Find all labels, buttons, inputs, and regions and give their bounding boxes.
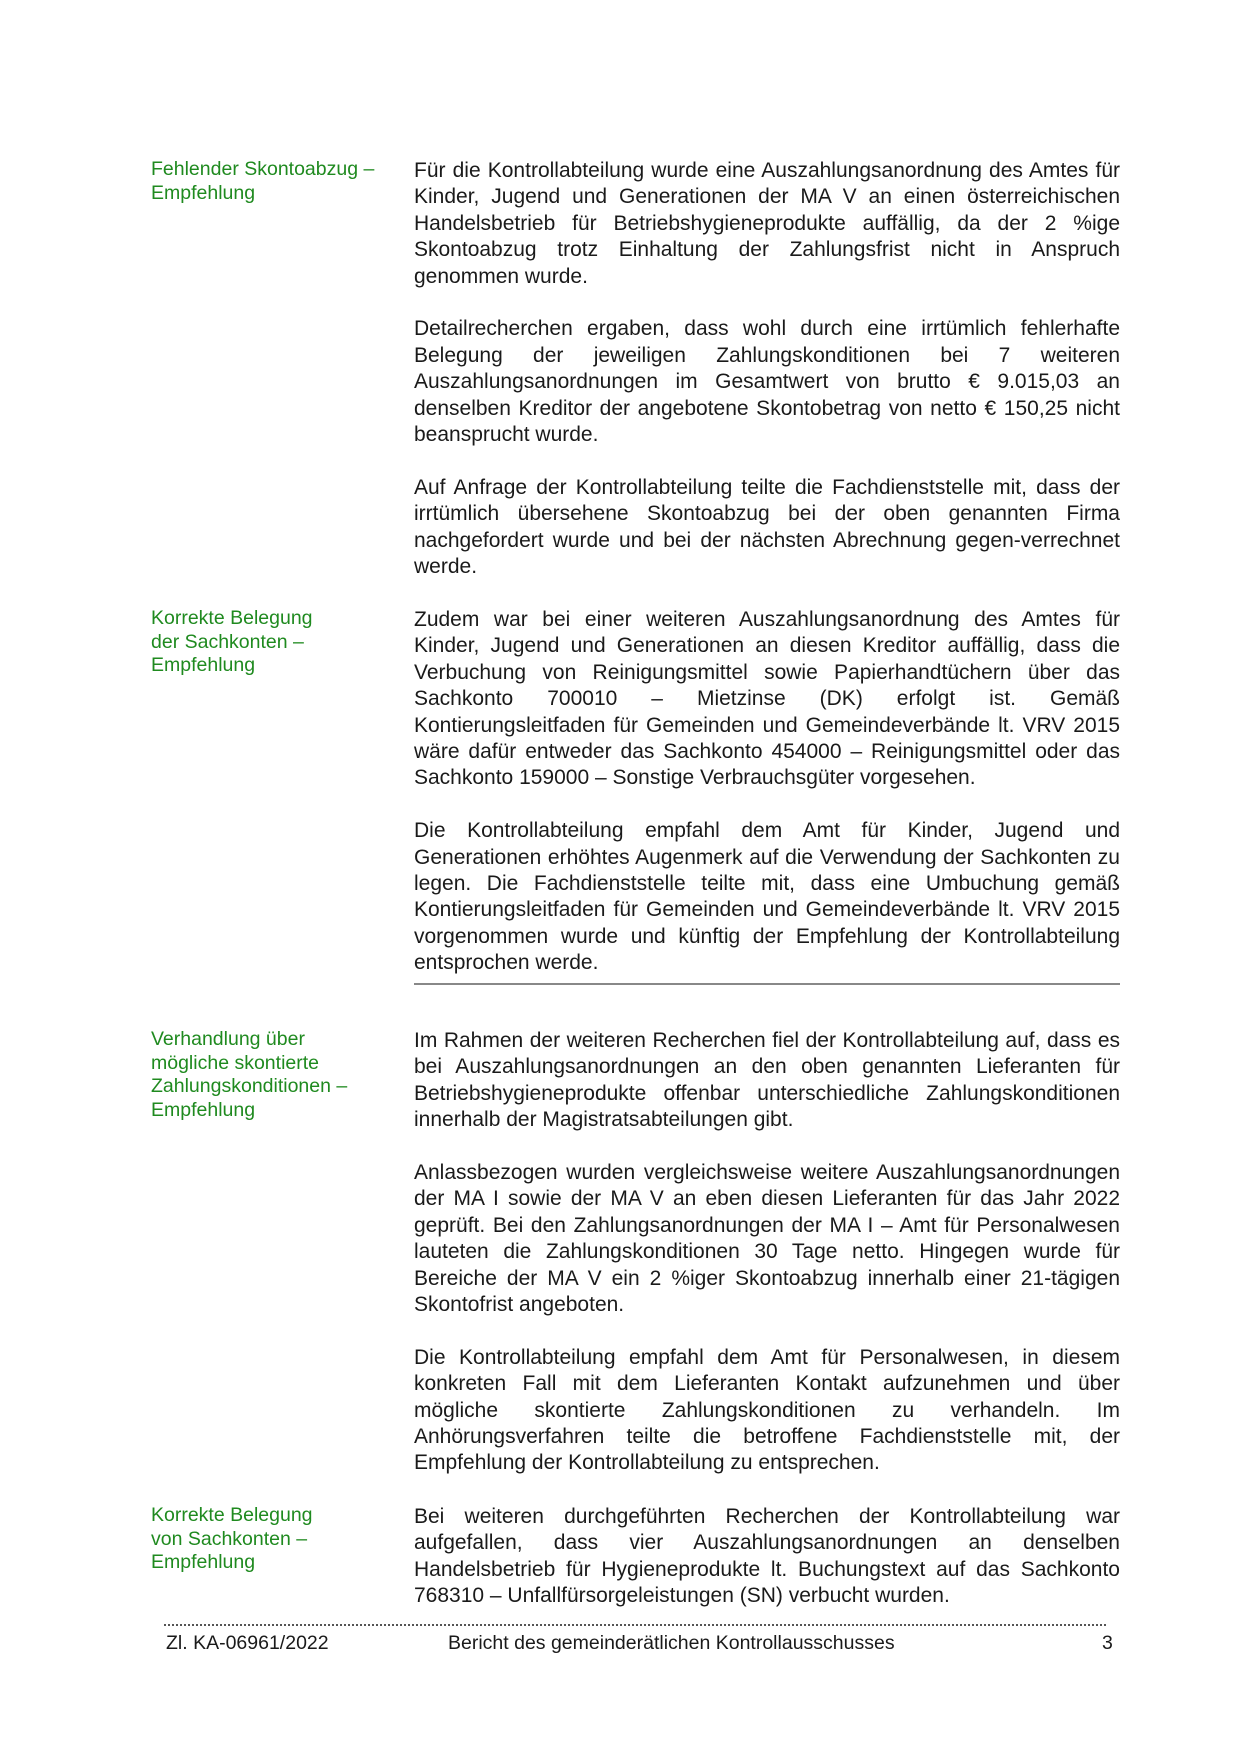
margin-heading: Verhandlung über mögliche skontierte Zahlungskonditionen – Empfehlung bbox=[151, 1028, 348, 1121]
footer-divider bbox=[164, 1624, 1106, 1626]
footer-title: Bericht des gemeinderätlichen Kontrollausschusses bbox=[448, 1632, 895, 1654]
paragraph: Für die Kontrollabteilung wurde eine Auszahlungsanordnung des Amtes für Kinder, Jugend und Generationen der MA V an einen österreichischen Handelsbetrieb für Betriebshygieneprodukte auffällig, da der 2 %ige Skontoabzug trotz Einhaltung der Zahlungsfrist nicht in Anspruch genommen wurde. bbox=[414, 159, 1120, 288]
margin-heading: Korrekte Belegung von Sachkonten – Empfehlung bbox=[151, 1504, 313, 1574]
section-body bbox=[414, 1504, 1120, 1636]
paragraph: Anlassbezogen wurden vergleichsweise weitere Auszahlungsanordnungen der MA I sowie der MA V an eben diesen Lieferanten für das Jahr 2022 geprüft. Bei den Zahlungsanordnungen der MA I – Amt für Personalwesen lauteten die Zahlungskonditionen 30 Tage netto. Hingegen wurde für Bereiche der MA V ein 2 %iger Skontoabzug innerhalb einer 21-tägigen Skontofrist angeboten. bbox=[414, 1161, 1120, 1317]
margin-heading: Korrekte Belegung der Sachkonten – Empfehlung bbox=[151, 607, 313, 677]
paragraph: Bei weiteren durchgeführten Recherchen der Kontrollabteilung war aufgefallen, dass vier Auszahlungsanordnungen an denselben Handelsbetrieb für Hygieneprodukte lt. Buchungstext auf das Sachkonto 768310 – Unfallfürsorgeleistungen (SN) verbucht wurden. bbox=[414, 1505, 1120, 1608]
paragraph: Die Kontrollabteilung empfahl dem Amt für Kinder, Jugend und Generationen erhöhtes Augenmerk auf die Verwendung der Sachkonten zu legen. Die Fachdienststelle teilte mit, dass eine Umbuchung gemäß Kontierungsleitfaden für Gemeinden und Gemeindeverbände lt. VRV 2015 vorgenommen wurde und künftig der Empfehlung der Kontrollabteilung entsprochen werde. bbox=[414, 819, 1120, 975]
margin-heading: Fehlender Skontoabzug – Empfehlung bbox=[151, 158, 375, 204]
paragraph: Detailrecherchen ergaben, dass wohl durch eine irrtümlich fehlerhafte Belegung der jeweiligen Zahlungskonditionen bei 7 weiteren Auszahlungsanordnungen im Gesamtwert von brutto € 9.015,03 an denselben Kreditor der angebotene Skontobetrag von netto € 150,25 nicht beansprucht wurde. bbox=[414, 317, 1120, 447]
section-body bbox=[414, 158, 1120, 607]
footer-reference: Zl. KA-06961/2022 bbox=[166, 1632, 329, 1654]
page-number: 3 bbox=[1102, 1632, 1113, 1654]
paragraph: Zudem war bei einer weiteren Auszahlungsanordnung des Amtes für Kinder, Jugend und Generationen an diesen Kreditor auffällig, dass die Verbuchung von Reinigungsmittel sowie Papierhandtüchern über das Sachkonto 700010 – Mietzinse (DK) erfolgt ist. Gemäß Kontierungsleitfaden für Gemeinden und Gemeindeverbände lt. VRV 2015 wäre dafür entweder das Sachkonto 454000 – Reinigungsmittel oder das Sachkonto 159000 – Sonstige Verbrauchsgüter vorgesehen. bbox=[414, 608, 1120, 790]
section-body bbox=[414, 607, 1120, 1003]
paragraph: Auf Anfrage der Kontrollabteilung teilte die Fachdienststelle mit, dass der irrtümlich übersehene Skontoabzug bei der oben genannten Firma nachgefordert wurde und bei der nächsten Abrechnung gegen-verrechnet werde. bbox=[414, 475, 1120, 579]
section-body bbox=[414, 1028, 1120, 1503]
section-divider bbox=[414, 983, 1120, 985]
paragraph: Im Rahmen der weiteren Recherchen fiel der Kontrollabteilung auf, dass es bei Auszahlungsanordnungen an den oben genannten Lieferanten für Betriebshygieneprodukte offenbar unterschiedliche Zahlungskonditionen innerhalb der Magistratsabteilungen gibt. bbox=[414, 1029, 1120, 1132]
paragraph: Die Kontrollabteilung empfahl dem Amt für Personalwesen, in diesem konkreten Fall mit dem Lieferanten Kontakt aufzunehmen und über mögliche skontierte Zahlungskonditionen zu verhandeln. Im Anhörungsverfahren teilte die betroffene Fachdienststelle mit, der Empfehlung der Kontrollabteilung zu entsprechen. bbox=[414, 1345, 1120, 1475]
